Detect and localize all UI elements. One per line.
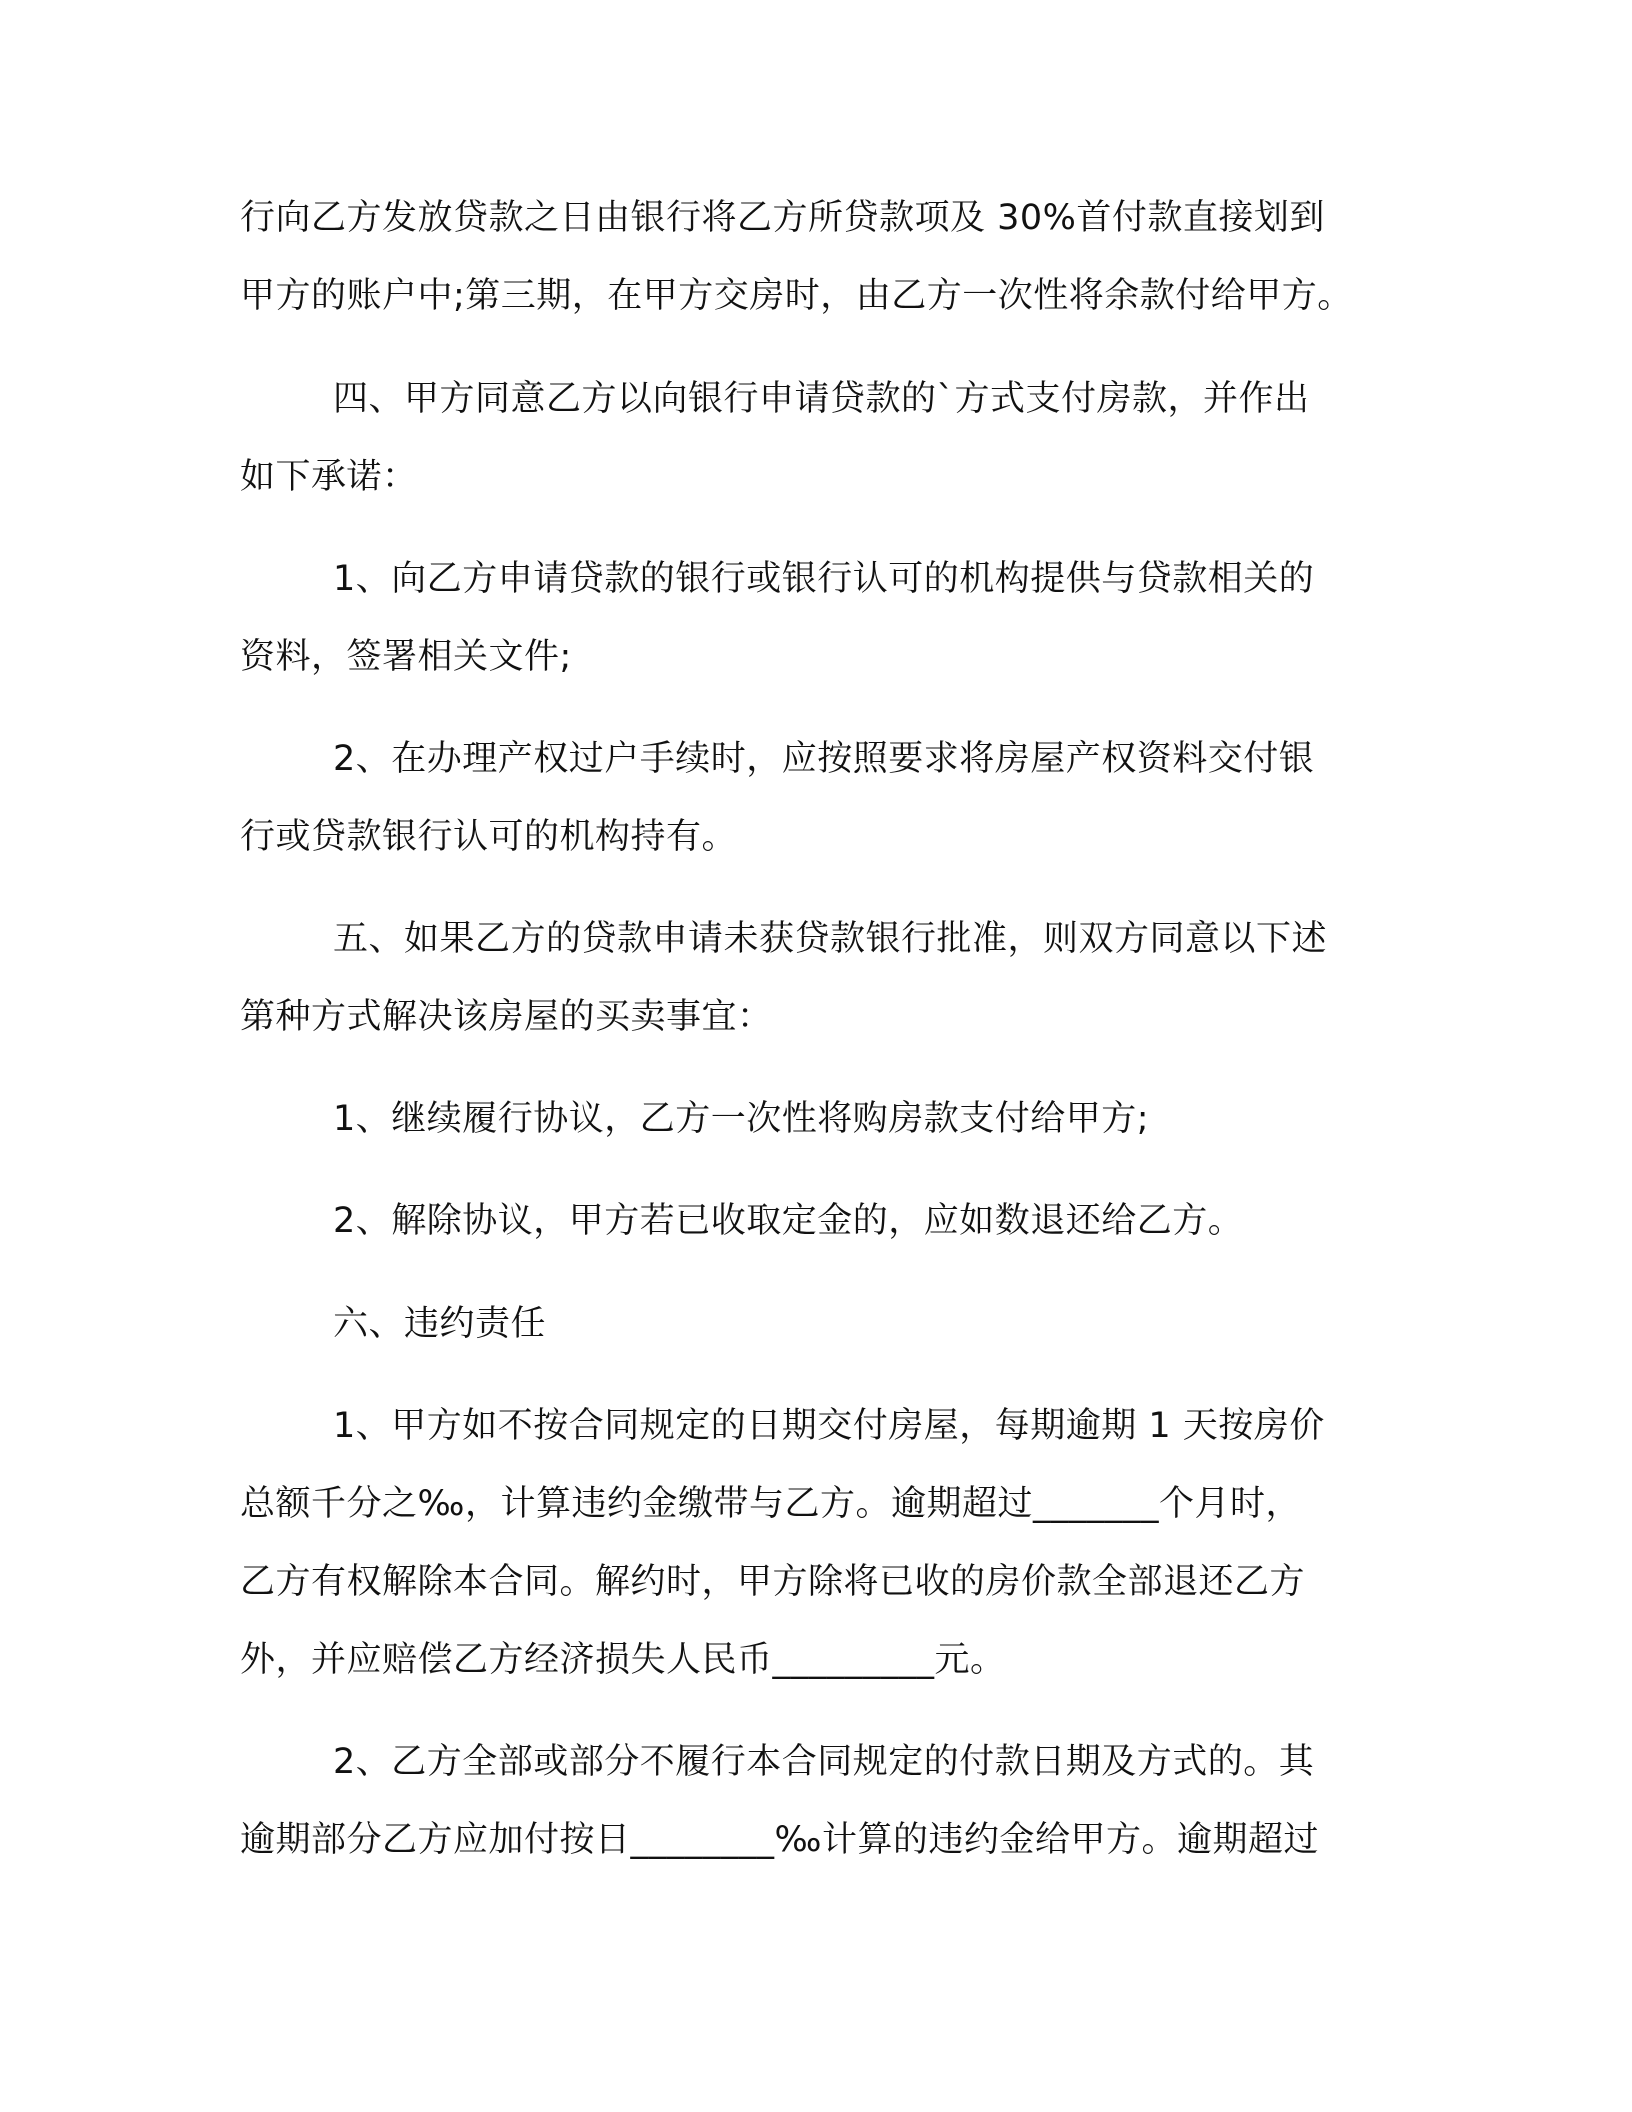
list-item: 2、在办理产权过户手续时，应按照要求将房屋产权资料交付银 <box>333 739 1315 779</box>
text-line: 第种方式解决该房屋的买卖事宜： <box>240 997 773 1037</box>
section-heading: 四、甲方同意乙方以向银行申请贷款的`方式支付房款，并作出 <box>333 379 1310 419</box>
text-line: 行或贷款银行认可的机构持有。 <box>240 817 738 857</box>
list-item: 1、继续履行协议，乙方一次性将购房款支付给甲方; <box>333 1099 1150 1139</box>
list-item: 2、乙方全部或部分不履行本合同规定的付款日期及方式的。其 <box>333 1742 1315 1782</box>
text-line: 乙方有权解除本合同。解约时，甲方除将已收的房价款全部退还乙方 <box>240 1562 1306 1602</box>
list-item: 1、甲方如不按合同规定的日期交付房屋，每期逾期 1 天按房价 <box>333 1406 1325 1446</box>
text-line: 总额千分之‰，计算违约金缴带与乙方。逾期超过_______个月时， <box>240 1484 1301 1524</box>
text-line: 行向乙方发放贷款之日由银行将乙方所贷款项及 30%首付款直接划到 <box>240 198 1325 238</box>
section-heading: 五、如果乙方的贷款申请未获贷款银行批准，则双方同意以下述 <box>333 919 1328 959</box>
text-line: 资料，签署相关文件; <box>240 637 572 677</box>
text-line: 外，并应赔偿乙方经济损失人民币_________元。 <box>240 1640 1006 1680</box>
text-line: 如下承诺： <box>240 457 418 497</box>
text-line: 逾期部分乙方应加付按日________‰计算的违约金给甲方。逾期超过 <box>240 1820 1319 1860</box>
section-heading: 六、违约责任 <box>333 1304 547 1344</box>
list-item: 2、解除协议，甲方若已收取定金的，应如数退还给乙方。 <box>333 1201 1244 1241</box>
text-line: 甲方的账户中;第三期，在甲方交房时，由乙方一次性将余款付给甲方。 <box>240 276 1353 316</box>
list-item: 1、向乙方申请贷款的银行或银行认可的机构提供与贷款相关的 <box>333 559 1315 599</box>
